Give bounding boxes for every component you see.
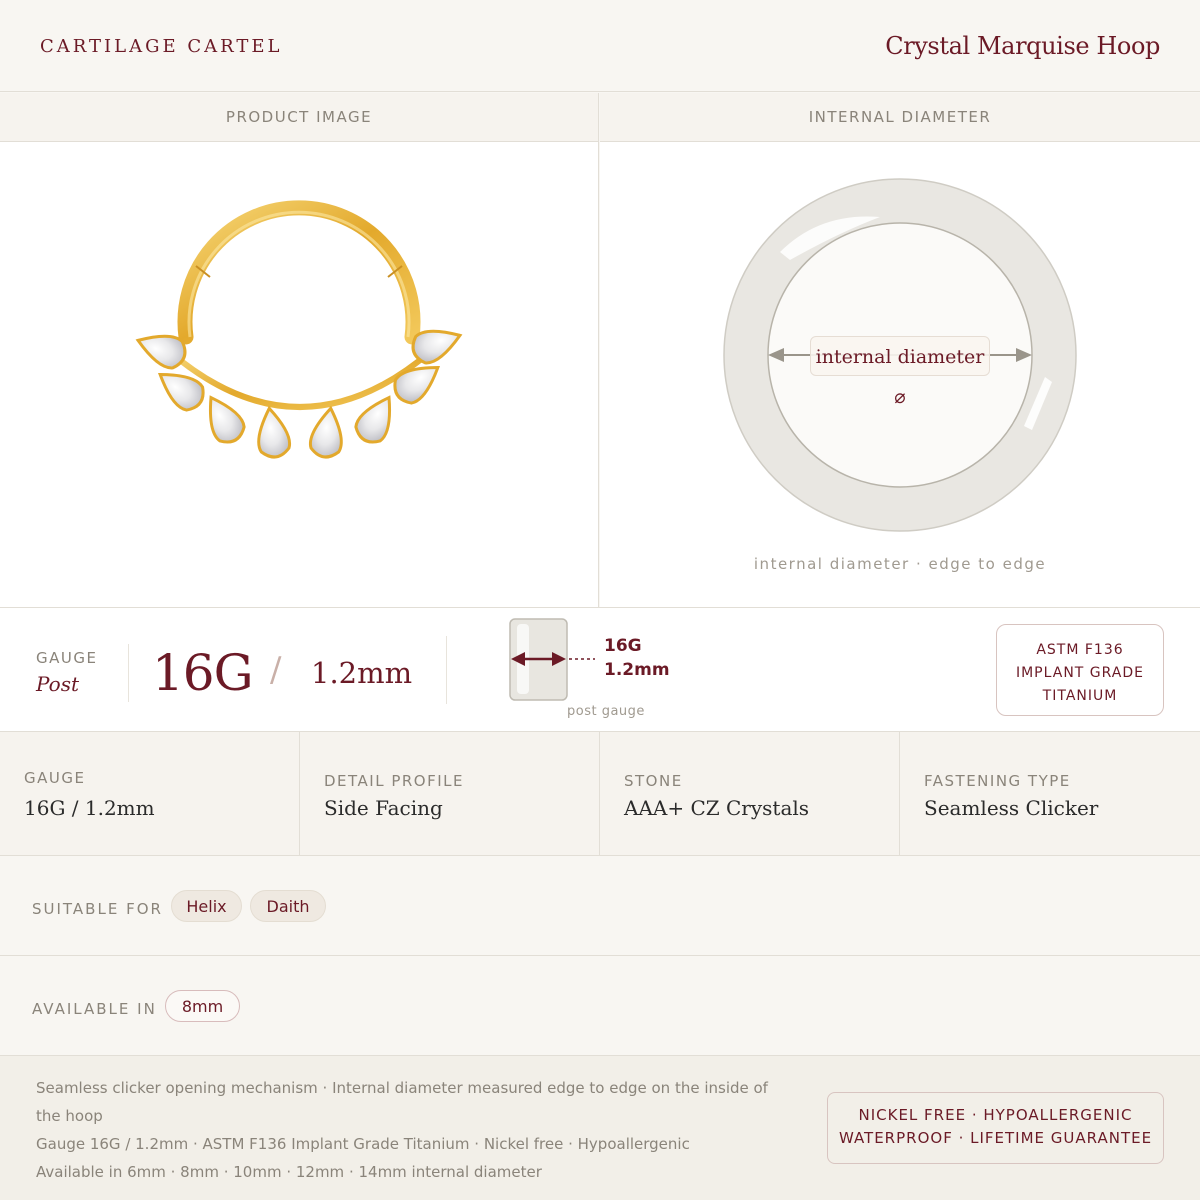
footer-line: Available in 6mm · 8mm · 10mm · 12mm · 14mm internal diameter [36, 1163, 542, 1181]
available-in-label: AVAILABLE IN [32, 1000, 157, 1018]
gauge-strip [0, 608, 1200, 732]
internal-diameter-heading: INTERNAL DIAMETER [600, 93, 1200, 142]
gauge-value: 16G [152, 644, 253, 702]
product-image-heading: PRODUCT IMAGE [0, 93, 599, 142]
gauge-slash: / [270, 650, 282, 690]
brand-logo[interactable]: CARTILAGE CARTEL [40, 36, 283, 57]
spec-value: 16G / 1.2mm [24, 796, 155, 820]
diameter-caption: internal diameter · edge to edge [753, 555, 1047, 573]
spec-value: Side Facing [324, 796, 443, 820]
guarantee-line: WATERPROOF · LIFETIME GUARANTEE [838, 1129, 1153, 1147]
post-gauge-g: 16G [604, 636, 642, 656]
suitable-for-row [0, 856, 1200, 956]
material-badge-line: IMPLANT GRADE [1015, 665, 1145, 681]
material-badge-line: ASTM F136 [1036, 642, 1124, 658]
post-gauge-mm: 1.2mm [604, 660, 670, 680]
product-image-panel [0, 142, 599, 607]
footer-notes [36, 1074, 796, 1186]
spec-label: DETAIL PROFILE [324, 772, 464, 790]
spec-gauge [0, 732, 300, 856]
material-badge-line: TITANIUM [1042, 688, 1118, 704]
spec-value: Seamless Clicker [924, 796, 1099, 820]
footer-line: Gauge 16G / 1.2mm · ASTM F136 Implant Grade Titanium · Nickel free · Hypoallergenic [36, 1135, 690, 1153]
material-badge [996, 624, 1164, 716]
post-gauge-icon [505, 616, 595, 706]
guarantee-line: NICKEL FREE · HYPOALLERGENIC [858, 1106, 1133, 1124]
available-in-row [0, 956, 1200, 1056]
specs-grid [0, 732, 1200, 856]
piercing-tag-helix[interactable]: Helix [171, 890, 242, 922]
suitable-for-label: SUITABLE FOR [32, 900, 163, 918]
spec-fastening-type [900, 732, 1200, 856]
header [0, 0, 1200, 92]
post-gauge-caption: post gauge [567, 704, 645, 719]
spec-label: FASTENING TYPE [924, 772, 1071, 790]
gauge-label: GAUGE [36, 649, 98, 667]
gauge-sub-label: Post [36, 672, 79, 696]
spec-label: GAUGE [24, 769, 86, 787]
spec-value: AAA+ CZ Crystals [624, 796, 810, 820]
footer [0, 1056, 1200, 1200]
footer-line: Seamless clicker opening mechanism · Internal diameter measured edge to edge on the inside of the hoop [36, 1079, 768, 1125]
crystal-gems [133, 321, 465, 459]
divider [446, 636, 447, 704]
internal-diameter-panel [600, 142, 1200, 607]
piercing-tag-daith[interactable]: Daith [250, 890, 326, 922]
divider [128, 644, 129, 702]
page-title: Crystal Marquise Hoop [885, 32, 1160, 60]
post-gauge-readout [604, 634, 670, 682]
diameter-label: internal diameter ⌀ [810, 336, 990, 376]
hoop-product-image [0, 142, 599, 607]
gauge-mm-value: 1.2mm [311, 656, 413, 690]
spec-detail-profile [300, 732, 600, 856]
guarantee-badge [827, 1092, 1164, 1164]
spec-stone [600, 732, 900, 856]
spec-label: STONE [624, 772, 683, 790]
size-option-8mm[interactable]: 8mm [165, 990, 240, 1022]
